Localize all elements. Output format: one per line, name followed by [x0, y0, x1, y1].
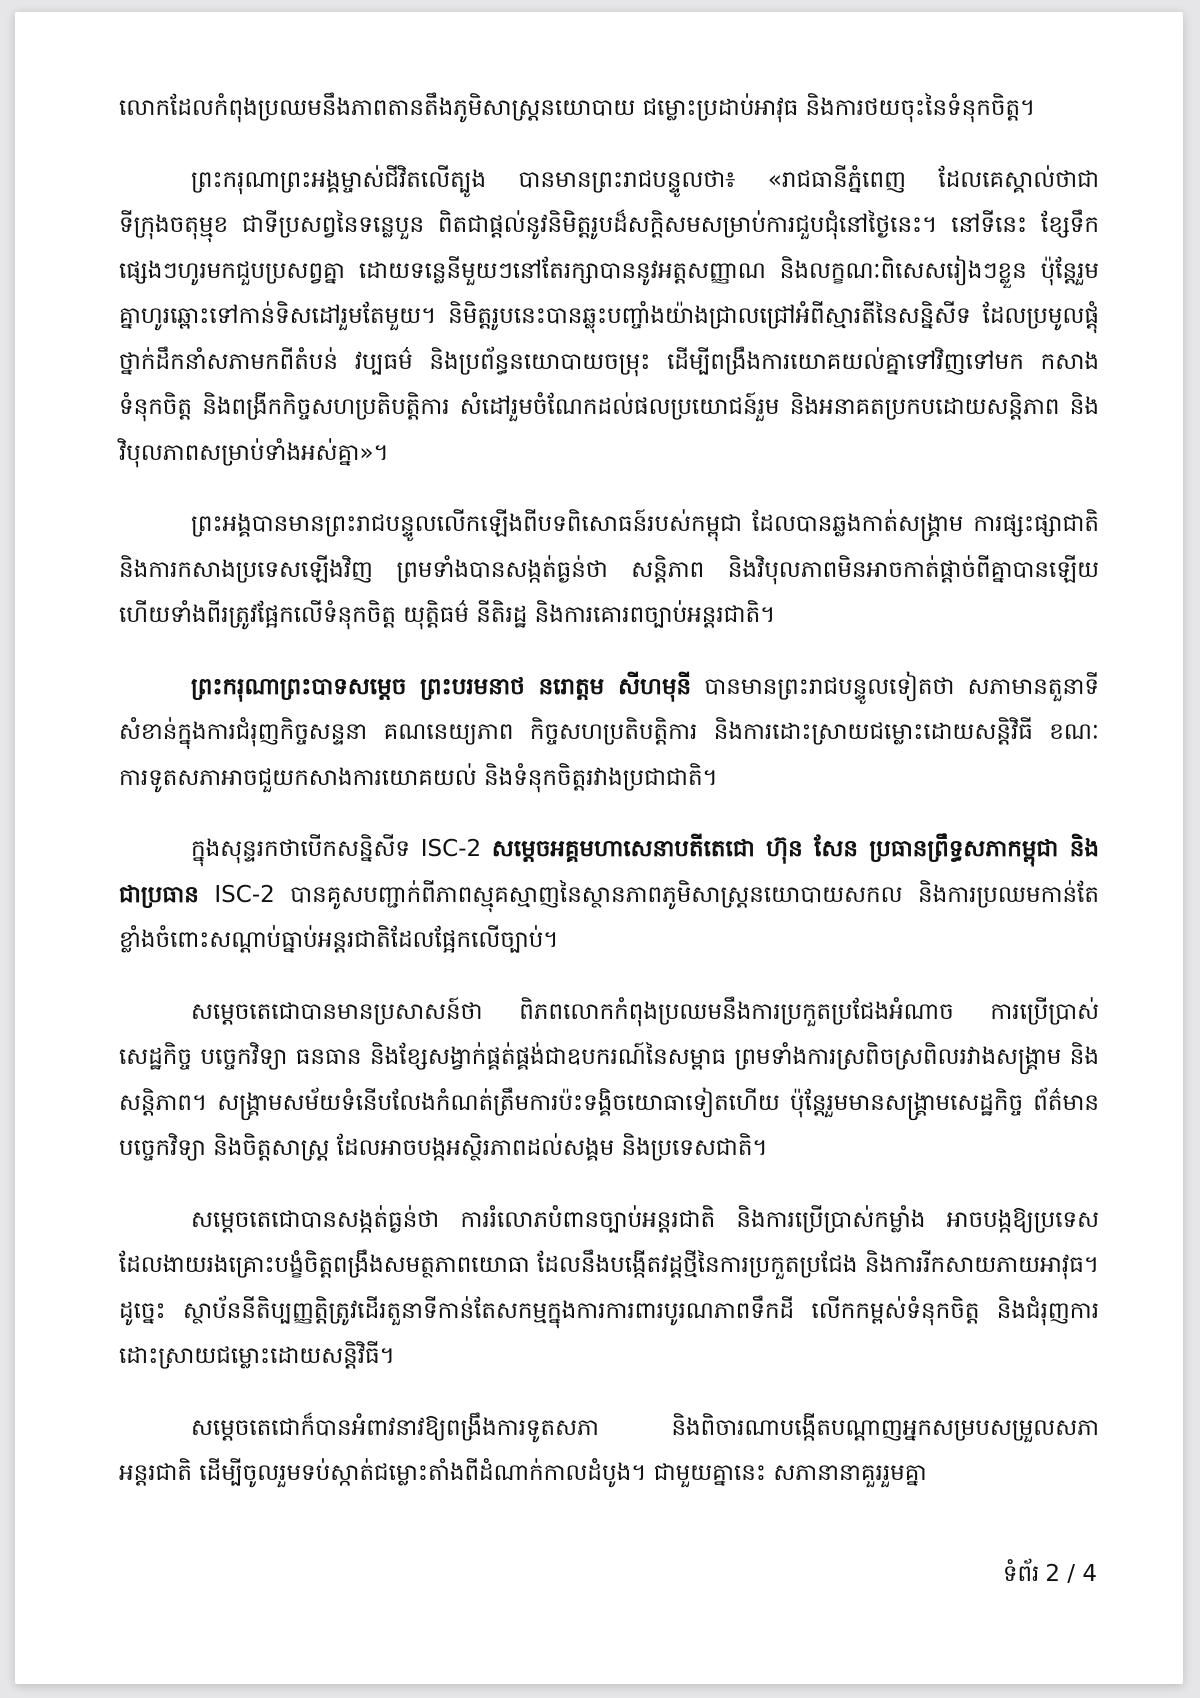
paragraph-2 [119, 158, 1099, 477]
paragraph-6 [119, 990, 1099, 1172]
document-page [15, 12, 1183, 1684]
paragraph-text: ព្រះអង្គបានមានព្រះរាជបន្ទូលលើកឡើងពីបទពិសោធន៍របស់កម្ពុជា ដែលបានឆ្លងកាត់សង្គ្រាម ការផ្សះផ្សាជាតិ និងការកសាងប្រទេសឡើងវិញ ព្រមទាំងបានសង្កត់ធ្ងន់ថា សន្តិភាព និងវិបុលភាពមិនអាចកាត់ផ្តាច់ពីគ្នាបានឡើយ ហើយទាំងពីរត្រូវផ្អែកលើទំនុកចិត្ត យុត្តិធម៌ នីតិរដ្ឋ និងការគោរពច្បាប់អន្តរជាតិ។ [119, 511, 1099, 628]
royal-title-bold: ព្រះករុណាព្រះបាទសម្តេច ព្រះបរមនាថ នរោត្តម សីហមុនី [191, 673, 692, 700]
paragraph-1 [119, 86, 1099, 132]
paragraph-7 [119, 1198, 1099, 1380]
paragraph-text: សម្តេចតេជោបានសង្កត់ធ្ងន់ថា ការរំលោភបំពានច្បាប់អន្តរជាតិ និងការប្រើប្រាស់កម្លាំង អាចបង្កឱ្យប្រទេសដែលងាយរងគ្រោះបង្ខំចិត្តពង្រឹងសមត្ថភាពយោធា ដែលនឹងបង្កើតវដ្តថ្មីនៃការប្រកួតប្រជែង និងការរីកសាយភាយអាវុធ។ ដូច្នេះ ស្ថាប័ននីតិប្បញ្ញត្តិត្រូវដើរតួនាទីកាន់តែសកម្មក្នុងការការពារបូរណភាពទឹកដី លើកកម្ពស់ទំនុកចិត្ត និងជំរុញការដោះស្រាយជម្លោះដោយសន្តិវិធី។ [119, 1206, 1099, 1369]
paragraph-8 [119, 1406, 1099, 1497]
paragraph-text: ក្នុងសុន្ទរកថាបើកសន្និសីទ ISC-2 [191, 836, 492, 862]
page-number-footer [997, 1560, 1097, 1593]
paragraph-text: សម្តេចតេជោក៏បានអំពាវនាវឱ្យពង្រឹងការទូតសភា និងពិចារណាបង្កើតបណ្តាញអ្នកសម្របសម្រួលសភាអន្តរជាតិ ដើម្បីចូលរួមទប់ស្កាត់ជម្លោះតាំងពីដំណាក់កាលដំបូង។ ជាមួយគ្នានេះ សភានានាគួររួមគ្នា [119, 1414, 1099, 1486]
document-body [119, 86, 1099, 1523]
senate-president-title-bold: សម្តេចអគ្គមហាសេនាបតីតេជោ ហ៊ុន សែន ប្រធានព្រឹទ្ធសភាកម្ពុជា និងជាប្រធាន [119, 836, 1099, 908]
paragraph-text: សម្តេចតេជោបានមានប្រសាសន៍ថា ពិភពលោកកំពុងប្រឈមនឹងការប្រកួតប្រជែងអំណាច ការប្រើប្រាស់សេដ្ឋកិច្ច បច្ចេកវិទ្យា ធនធាន និងខ្សែសង្វាក់ផ្គត់ផ្គង់ជាឧបករណ៍នៃសម្ពាធ ព្រមទាំងការស្រពិចស្រពិលរវាងសង្គ្រាម និងសន្តិភាព។ សង្គ្រាមសម័យទំនើបលែងកំណត់ត្រឹមការប៉ះទង្គិចយោធាទៀតហើយ ប៉ុន្តែរួមមានសង្គ្រាមសេដ្ឋកិច្ច ព័ត៌មាន បច្ចេកវិទ្យា និងចិត្តសាស្ត្រ ដែលអាចបង្កអស្ថិរភាពដល់សង្គម និងប្រទេសជាតិ។ [119, 998, 1099, 1161]
paragraph-4 [119, 665, 1099, 802]
paragraph-5 [119, 827, 1099, 964]
page-label: ទំព័រ [1002, 1561, 1040, 1587]
paragraph-text: ISC-2 បានគូសបញ្ជាក់ពីភាពស្មុគស្មាញនៃស្ថានភាពភូមិសាស្ត្រនយោបាយសកល និងការប្រឈមកាន់តែខ្លាំងចំពោះសណ្តាប់ធ្នាប់អន្តរជាតិដែលផ្អែកលើច្បាប់។ [119, 881, 1099, 953]
paragraph-3 [119, 502, 1099, 639]
paragraph-text: ព្រះករុណាព្រះអង្គម្ចាស់ជីវិតលើត្បូង បានមានព្រះរាជបន្ទូលថា៖ «រាជធានីភ្នំពេញ ដែលគេស្គាល់ថាជាទីក្រុងចតុម្មុខ ជាទីប្រសព្វនៃទន្លេបួន ពិតជាផ្តល់នូវនិមិត្តរូបដ៏សក្តិសមសម្រាប់ការជួបជុំនៅថ្ងៃនេះ។ នៅទីនេះ ខ្សែទឹកផ្សេងៗហូរមកជួបប្រសព្វគ្នា ដោយទន្លេនីមួយៗនៅតែរក្សាបាននូវអត្តសញ្ញាណ និងលក្ខណៈពិសេសរៀងៗខ្លួន ប៉ុន្តែរួមគ្នាហូរឆ្ពោះទៅកាន់ទិសដៅរួមតែមួយ។ និមិត្តរូបនេះបានឆ្លុះបញ្ចាំងយ៉ាងជ្រាលជ្រៅអំពីស្មារតីនៃសន្និសីទ ដែលប្រមូលផ្តុំថ្នាក់ដឹកនាំសភាមកពីតំបន់ វប្បធម៌ និងប្រព័ន្ធនយោបាយចម្រុះ ដើម្បីពង្រឹងការយោគយល់គ្នាទៅវិញទៅមក កសាងទំនុកចិត្ត និងពង្រីកកិច្ចសហប្រតិបត្តិការ សំដៅរួមចំណែកដល់ផលប្រយោជន៍រួម និងអនាគតប្រកបដោយសន្តិភាព និងវិបុលភាពសម្រាប់ទាំងអស់គ្នា»។ [119, 166, 1099, 466]
page-number: 2 / 4 [1045, 1561, 1097, 1587]
paragraph-text: បានមានព្រះរាជបន្ទូលទៀតថា សភាមានតួនាទីសំខាន់ក្នុងការជំរុញកិច្ចសន្ទនា គណនេយ្យភាព កិច្ចសហប្រតិបត្តិការ និងការដោះស្រាយជម្លោះដោយសន្តិវិធី ខណៈការទូតសភាអាចជួយកសាងការយោគយល់ និងទំនុកចិត្តរវាងប្រជាជាតិ។ [119, 673, 1100, 791]
paragraph-text: លោកដែលកំពុងប្រឈមនឹងភាពតានតឹងភូមិសាស្ត្រនយោបាយ ជម្លោះប្រដាប់អាវុធ និងការថយចុះនៃទំនុកចិត្ត។ [119, 95, 1036, 121]
